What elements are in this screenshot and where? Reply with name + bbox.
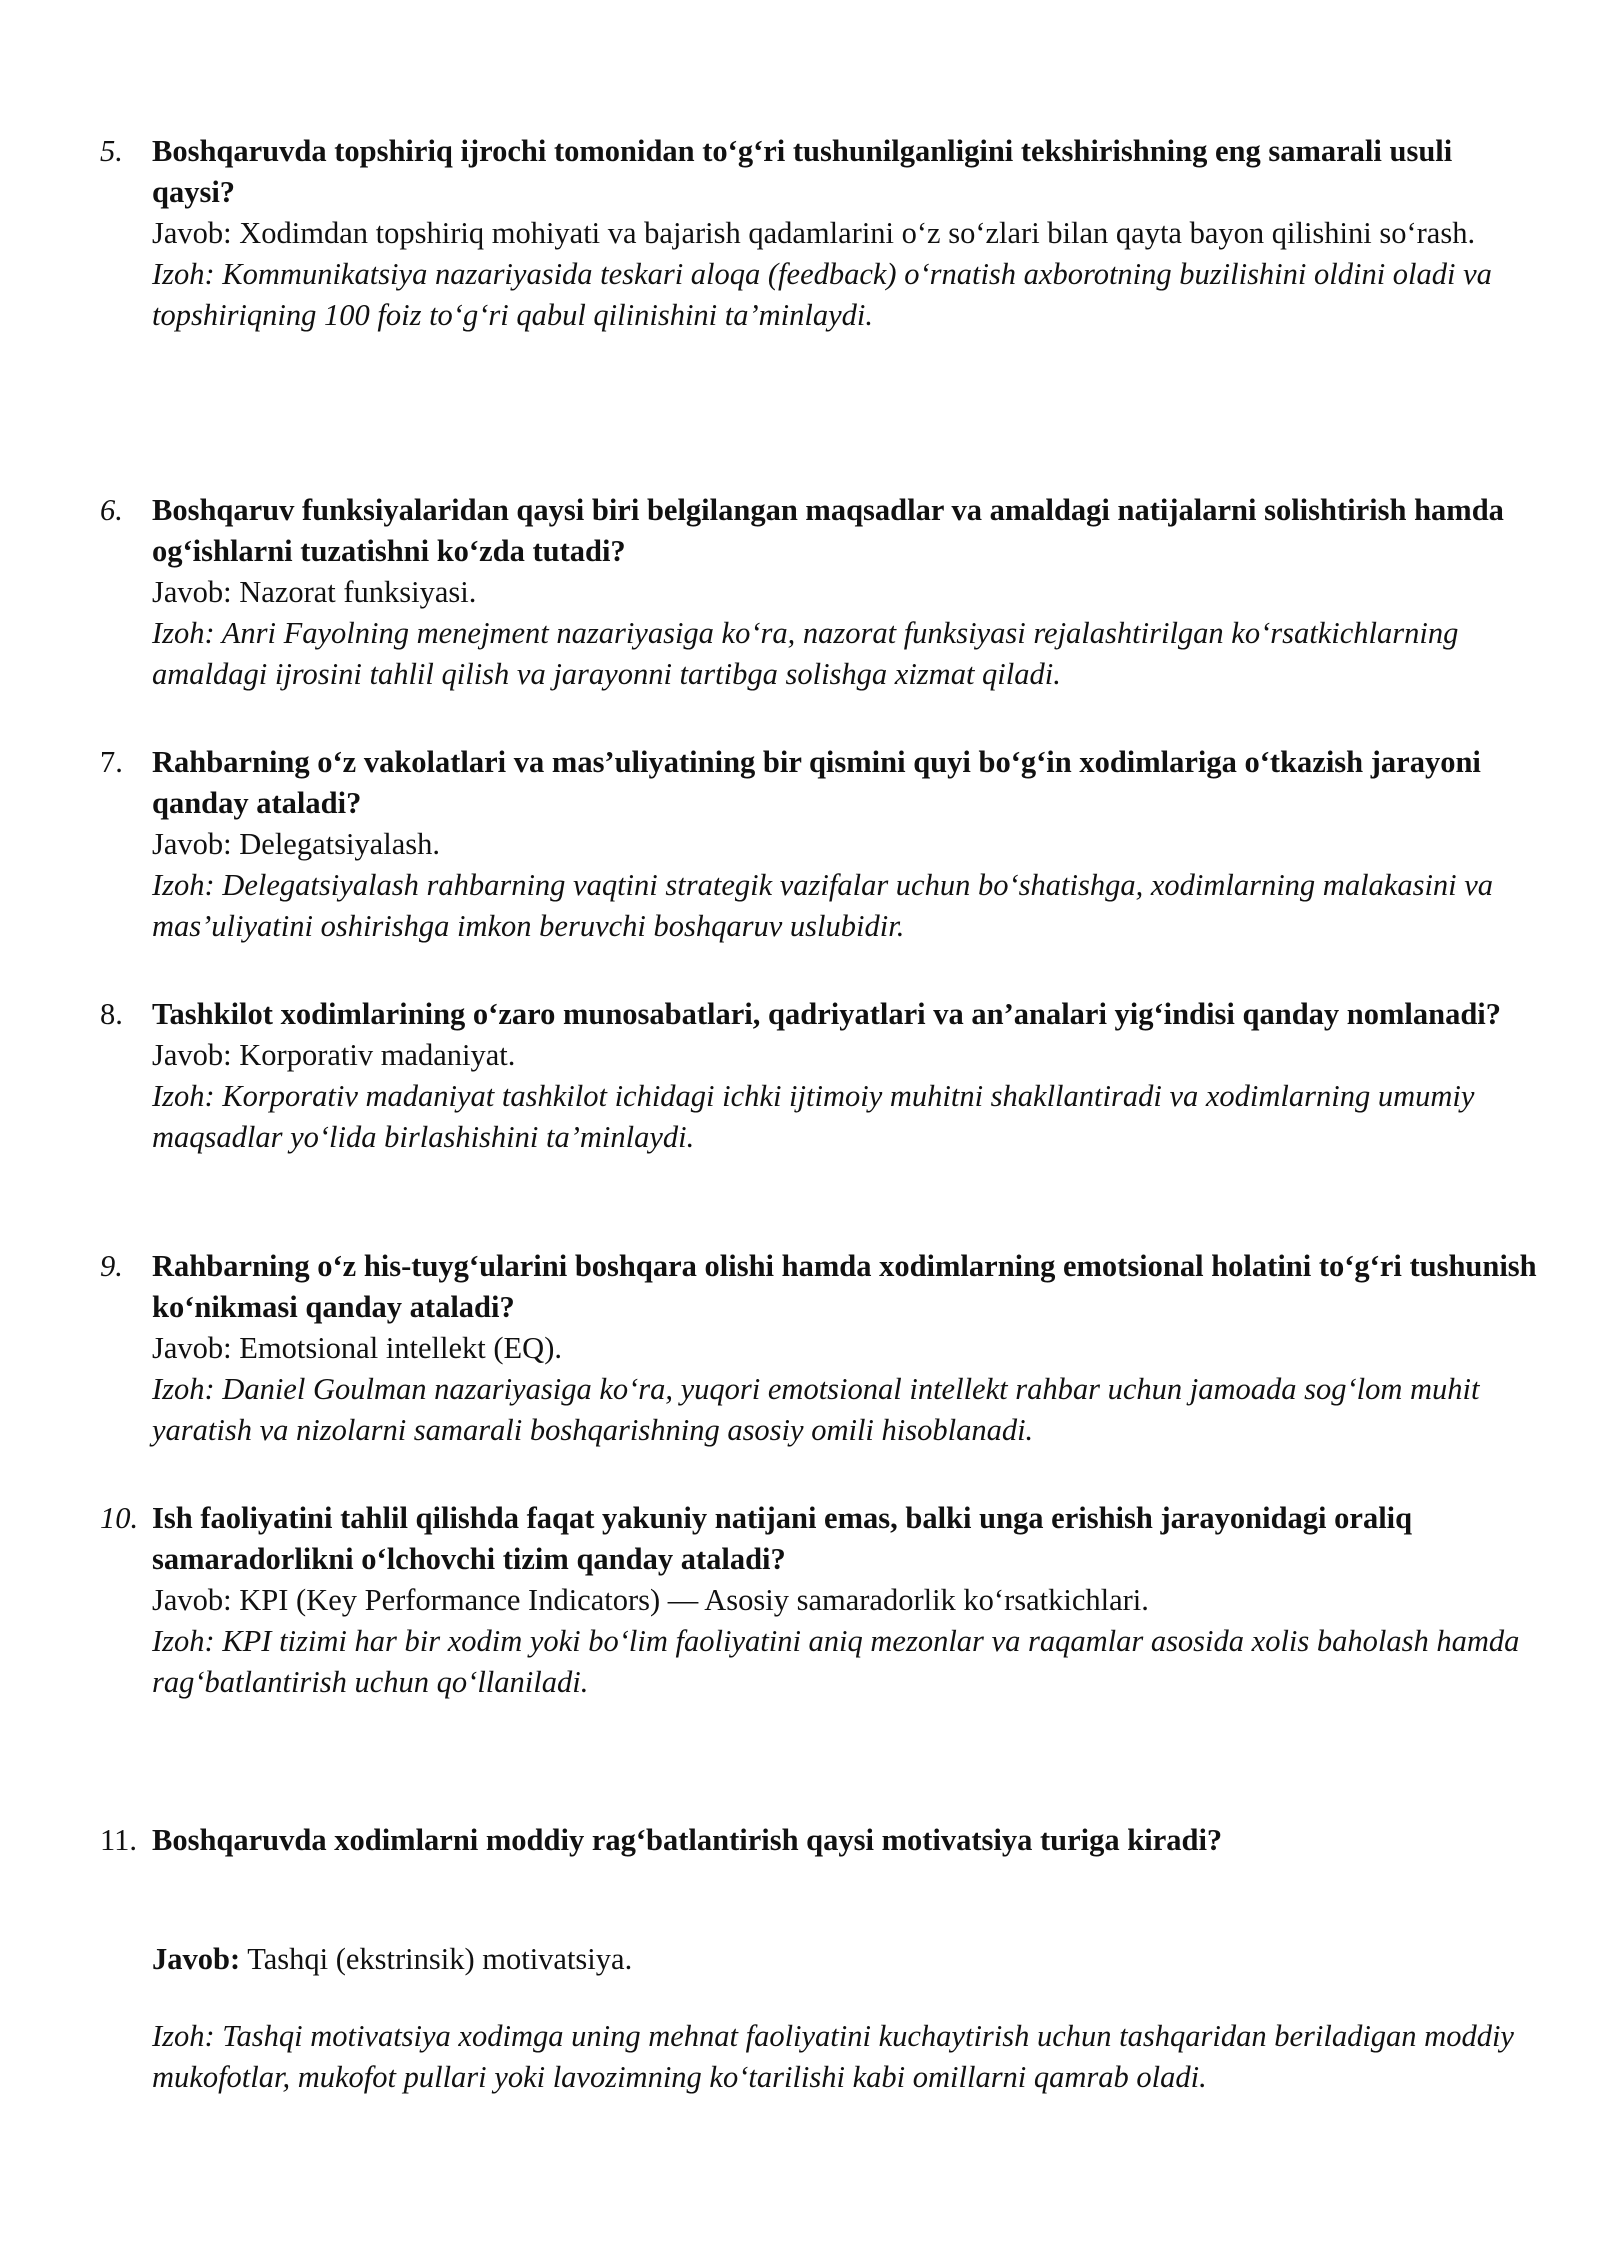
question-number: 8. — [100, 997, 123, 1031]
explanation-note: Izoh: Anri Fayolning menejment nazariyasiga ko‘ra, nazorat funksiyasi rejalashtirilgan ko‘rsatkichlarning amaldagi ijrosini tahlil qilish va jarayonni tartibga solishga xizmat qiladi. — [152, 616, 1459, 691]
question-text: Boshqaruvda topshiriq ijrochi tomonidan to‘g‘ri tushunilganligini tekshirishning eng samarali usuli qaysi? — [152, 134, 1453, 209]
question-item-5 — [100, 131, 1540, 336]
question-text: Boshqaruv funksiyalaridan qaysi biri belgilangan maqsadlar va amaldagi natijalarni solishtirish hamda og‘ishlarni tuzatishni ko‘zda tutadi? — [152, 493, 1504, 568]
answer-value: Tashqi (ekstrinsik) motivatsiya. — [247, 1942, 633, 1976]
question-text: Ish faoliyatini tahlil qilishda faqat yakuniy natijani emas, balki unga erishish jarayonidagi oraliq samaradorlikni o‘lchovchi tizim qanday ataladi? — [152, 1501, 1413, 1576]
question-item-9 — [100, 1246, 1540, 1451]
question-text: Rahbarning o‘z his-tuyg‘ularini boshqara olishi hamda xodimlarning emotsional holatini to‘g‘ri tushunish ko‘nikmasi qanday ataladi? — [152, 1249, 1537, 1324]
question-item-11 — [100, 1820, 1540, 2098]
answer-text: Javob: Xodimdan topshiriq mohiyati va bajarish qadamlarini o‘z so‘zlari bilan qayta bayon qilishini so‘rash. — [152, 216, 1476, 250]
question-number: 5. — [100, 134, 123, 168]
explanation-note: Izoh: Kommunikatsiya nazariyasida teskari aloqa (feedback) o‘rnatish axborotning buzilishini oldini oladi va topshiriqning 100 foiz to‘g‘ri qabul qilinishini ta’minlaydi. — [152, 257, 1492, 332]
answer-text: Javob: Nazorat funksiyasi. — [152, 575, 477, 609]
explanation-note: Izoh: KPI tizimi har bir xodim yoki bo‘lim faoliyatini aniq mezonlar va raqamlar asosida xolis baholash hamda rag‘batlantirish uchun qo‘llaniladi. — [152, 1624, 1520, 1699]
question-number: 10. — [100, 1501, 139, 1535]
answer-text — [152, 1939, 1542, 1980]
question-number: 6. — [100, 493, 123, 527]
question-number: 11. — [100, 1823, 137, 1857]
explanation-note: Izoh: Daniel Goulman nazariyasiga ko‘ra, yuqori emotsional intellekt rahbar uchun jamoada sog‘lom muhit yaratish va nizolarni samarali boshqarishning asosiy omili hisoblanadi. — [152, 1372, 1480, 1447]
question-text: Boshqaruvda xodimlarni moddiy rag‘batlantirish qaysi motivatsiya turiga kiradi? — [152, 1823, 1223, 1857]
question-text: Rahbarning o‘z vakolatlari va mas’uliyatining bir qismini quyi bo‘g‘in xodimlariga o‘tkazish jarayoni qanday ataladi? — [152, 745, 1481, 820]
explanation-note: Izoh: Korporativ madaniyat tashkilot ichidagi ichki ijtimoiy muhitni shakllantiradi va xodimlarning umumiy maqsadlar yo‘lida birlashishini ta’minlaydi. — [152, 1079, 1475, 1154]
question-item-10 — [100, 1498, 1540, 1703]
question-item-8 — [100, 994, 1540, 1158]
question-text: Tashkilot xodimlarining o‘zaro munosabatlari, qadriyatlari va an’analari yig‘indisi qanday nomlanadi? — [152, 997, 1502, 1031]
answer-text: Javob: Delegatsiyalash. — [152, 827, 440, 861]
answer-label: Javob: — [152, 1942, 241, 1976]
explanation-note: Izoh: Tashqi motivatsiya xodimga uning mehnat faoliyatini kuchaytirish uchun tashqaridan beriladigan moddiy mukofotlar, mukofot pullari yoki lavozimning ko‘tarilishi kabi omillarni qamrab oladi. — [152, 2019, 1514, 2094]
answer-text: Javob: Korporativ madaniyat. — [152, 1038, 516, 1072]
answer-text: Javob: KPI (Key Performance Indicators) — Asosiy samaradorlik ko‘rsatkichlari. — [152, 1583, 1149, 1617]
question-item-6 — [100, 490, 1540, 695]
question-number: 9. — [100, 1249, 123, 1283]
question-item-7 — [100, 742, 1540, 947]
explanation-note: Izoh: Delegatsiyalash rahbarning vaqtini strategik vazifalar uchun bo‘shatishga, xodimlarning malakasini va mas’uliyatini oshirishga imkon beruvchi boshqaruv uslubidir. — [152, 868, 1494, 943]
answer-text: Javob: Emotsional intellekt (EQ). — [152, 1331, 562, 1365]
question-number: 7. — [100, 745, 123, 779]
